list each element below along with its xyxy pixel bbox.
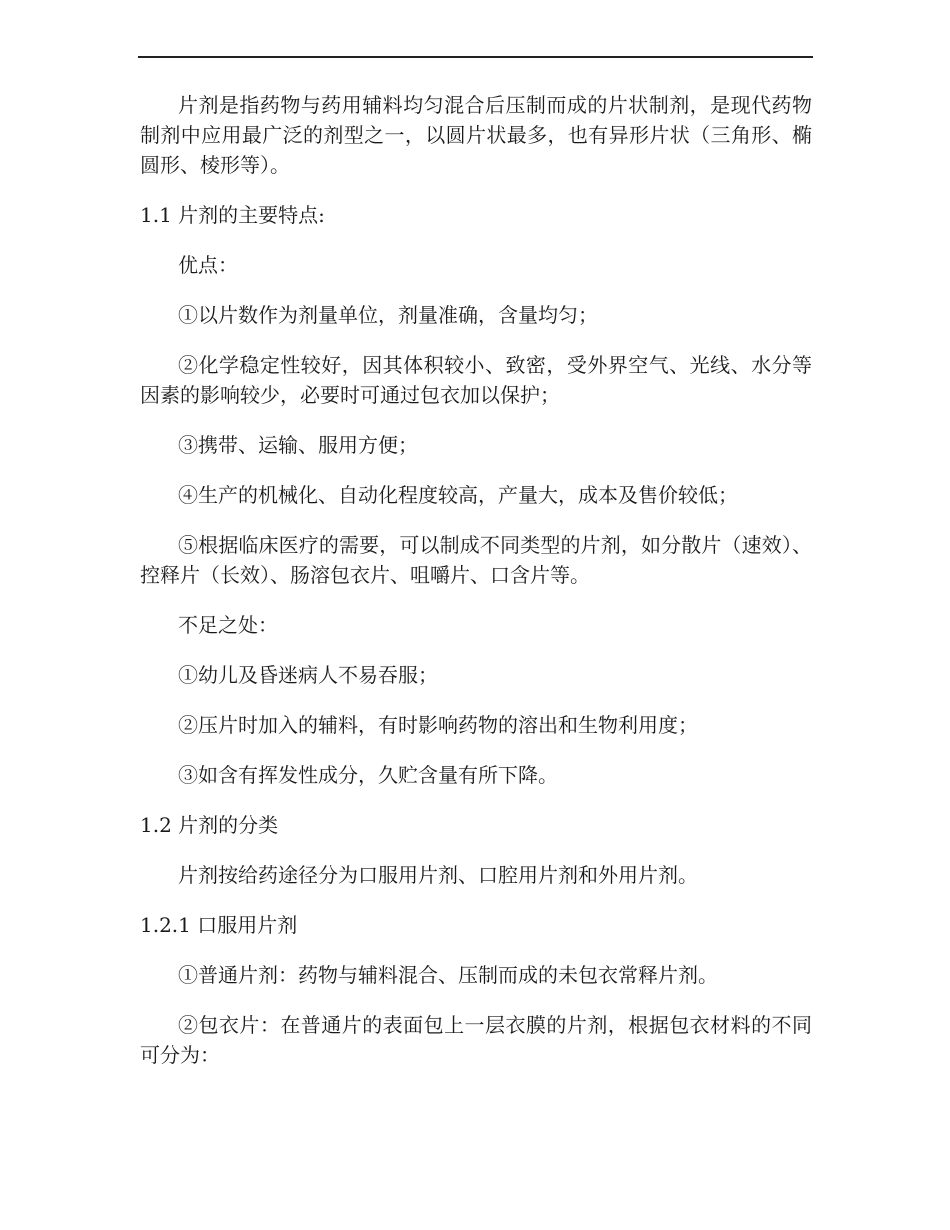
disadvantages-label: 不足之处： — [178, 613, 278, 637]
advantage-item-1: ①以片数作为剂量单位，剂量准确，含量均匀； — [178, 303, 598, 327]
disadvantage-item-3: ③如含有挥发性成分，久贮含量有所下降。 — [178, 763, 558, 787]
section-heading-1-2-1: 1.2.1 口服用片剂 — [140, 913, 298, 937]
advantage-item-4: ④生产的机械化、自动化程度较高，产量大，成本及售价较低； — [178, 483, 738, 507]
advantage-item-5: ⑤根据临床医疗的需要，可以制成不同类型的片剂，如分散片（速效）、控释片（长效）、肠溶包衣片、咀嚼片、口含片等。 — [140, 533, 812, 587]
disadvantage-item-2: ②压片时加入的辅料，有时影响药物的溶出和生物利用度； — [178, 713, 698, 737]
oral-item-2: ②包衣片：在普通片的表面包上一层衣膜的片剂，根据包衣材料的不同可分为： — [140, 1013, 812, 1067]
disadvantage-item-1: ①幼儿及昏迷病人不易吞服； — [178, 663, 438, 687]
section-heading-1-2: 1.2 片剂的分类 — [140, 813, 279, 837]
document-body — [140, 90, 812, 1090]
advantages-label: 优点： — [178, 253, 238, 277]
classification-paragraph: 片剂按给药途径分为口服用片剂、口腔用片剂和外用片剂。 — [178, 863, 698, 887]
section-heading-1-1: 1.1 片剂的主要特点: — [140, 203, 325, 227]
oral-item-1: ①普通片剂：药物与辅料混合、压制而成的未包衣常释片剂。 — [178, 963, 718, 987]
advantage-item-2: ②化学稳定性较好，因其体积较小、致密，受外界空气、光线、水分等因素的影响较少，必要时可通过包衣加以保护； — [140, 353, 812, 407]
intro-paragraph: 片剂是指药物与药用辅料均匀混合后压制而成的片状制剂，是现代药物制剂中应用最广泛的剂型之一，以圆片状最多，也有异形片状（三角形、椭圆形、棱形等）。 — [140, 93, 812, 177]
header-rule — [138, 56, 813, 58]
advantage-item-3: ③携带、运输、服用方便； — [178, 433, 418, 457]
